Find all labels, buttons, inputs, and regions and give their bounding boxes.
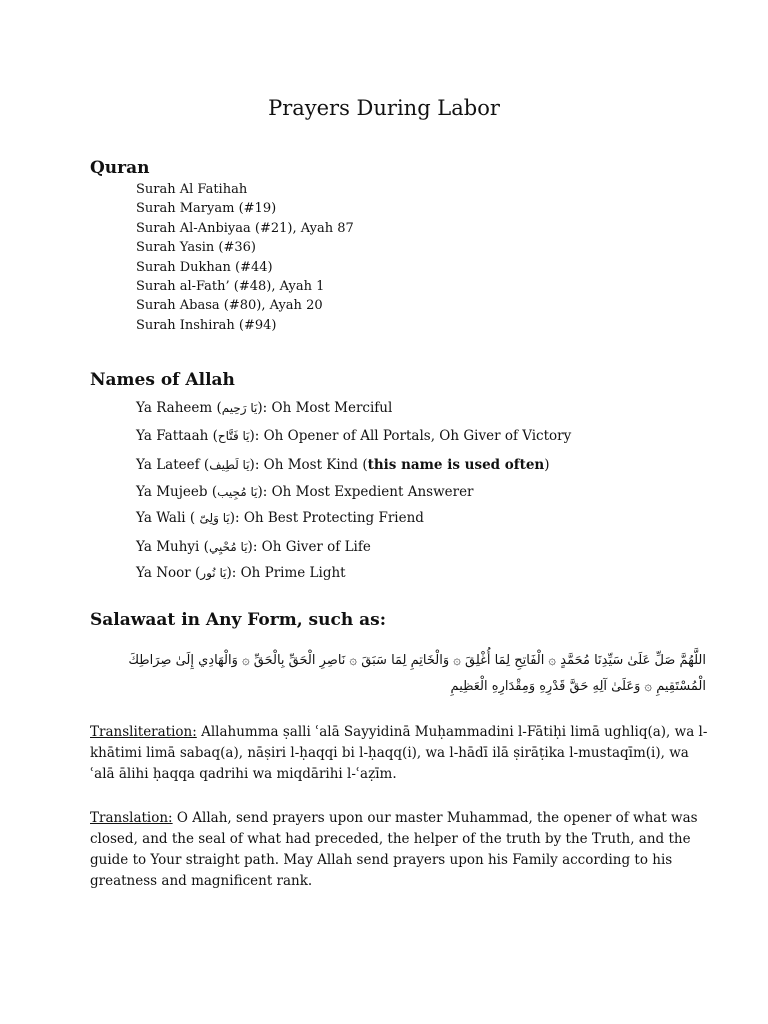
name-arabic: يَا وَلِىّ: [199, 511, 230, 525]
name-label: Ya Wali: [136, 510, 186, 526]
name-label: Ya Mujeeb: [136, 484, 208, 500]
name-note-close: ): [544, 457, 550, 473]
transliteration-label: Transliteration:: [90, 724, 197, 740]
name-meaning: Oh Most Kind (: [263, 457, 368, 473]
list-item: Ya Mujeeb (يَا مُجِيب): Oh Most Expedient Answerer: [136, 484, 474, 500]
name-label: Ya Raheem: [136, 400, 213, 416]
name-meaning: Oh Best Protecting Friend: [243, 510, 424, 526]
surah-list: [136, 180, 354, 335]
translation-label: Translation:: [90, 810, 173, 826]
quran-heading: Quran: [90, 158, 150, 178]
list-item: Ya Fattaah (يَا فَتَّاح): Oh Opener of All Portals, Oh Giver of Victory: [136, 428, 572, 444]
list-item: Surah Al-Anbiyaa (#21), Ayah 87: [136, 220, 354, 236]
list-item: Surah Inshirah (#94): [136, 317, 277, 333]
list-item: Surah Dukhan (#44): [136, 259, 273, 275]
transliteration-text: Allahumma ṣalli ʿalā Sayyidinā Muḥammadini l-Fātiḥi limā ughliq(a), wa l-khātimi limā sabaq(a), nāṣiri l-ḥaqqi bi l-ḥaqq(i), wa l-hādī ilā ṣirāṭika l-mustaqīm(i), wa ʿalā ālihi ḥaqqa qadrihi wa miqdārihi l-ʿaẓīm.: [90, 724, 708, 782]
name-meaning: Oh Giver of Life: [261, 539, 371, 555]
list-item: Ya Muhyi (يَا مُحْيِي): Oh Giver of Life: [136, 539, 371, 555]
translation-text: O Allah, send prayers upon our master Muhammad, the opener of what was closed, and the seal of what had preceded, the helper of the truth by the Truth, and the guide to Your straight path. May Allah send prayers upon his Family according to his greatness and magnificent rank.: [90, 810, 698, 889]
name-arabic: يَا مُحْيِي: [208, 540, 248, 554]
name-arabic: يَا رَحِيم: [221, 401, 258, 415]
list-item: Ya Noor (يَا نُور): Oh Prime Light: [136, 565, 346, 581]
translation-paragraph: [90, 808, 710, 892]
list-item: Ya Lateef (يَا لَطِيف): Oh Most Kind (this name is used often): [136, 457, 550, 473]
salawaat-arabic: اللَّهُمَّ صَلِّ عَلَىٰ سَيِّدِنَا مُحَمَّدٍ ۞ الْفَاتِحِ لِمَا أُغْلِقَ ۞ وَالْخَاتِمِ لِمَا سَبَقَ ۞ نَاصِرِ الْحَقِّ بِالْحَقِّ ۞ وَالْهَادِي إِلَىٰ صِرَاطِكَ الْمُسْتَقِيمِ ۞ وَعَلَىٰ آلِهِ حَقَّ قَدْرِهِ وَمِقْدَارِهِ الْعَظِيمِ: [128, 653, 706, 694]
name-meaning: Oh Most Expedient Answerer: [271, 484, 474, 500]
list-item: Ya Wali ( يَا وَلِىّ): Oh Best Protecting Friend: [136, 510, 424, 526]
list-item: Ya Raheem (يَا رَحِيم): Oh Most Merciful: [136, 400, 393, 416]
name-meaning: Oh Most Merciful: [271, 400, 393, 416]
name-label: Ya Fattaah: [136, 428, 209, 444]
list-item: Surah Maryam (#19): [136, 201, 277, 217]
name-label: Ya Muhyi: [136, 539, 200, 555]
name-arabic: يَا مُجِيب: [217, 485, 258, 499]
list-item: Surah Abasa (#80), Ayah 20: [136, 298, 323, 314]
name-label: Ya Noor: [136, 565, 191, 581]
name-label: Ya Lateef: [136, 457, 200, 473]
name-arabic: يَا نُور: [200, 566, 227, 580]
list-item: Surah Yasin (#36): [136, 240, 256, 256]
list-item: Surah al-Fath’ (#48), Ayah 1: [136, 279, 325, 295]
page-title: Prayers During Labor: [268, 96, 500, 120]
name-arabic: يَا لَطِيف: [209, 458, 250, 472]
salawaat-heading: Salawaat in Any Form, such as:: [90, 610, 386, 630]
names-heading: Names of Allah: [90, 370, 235, 390]
name-meaning: Oh Prime Light: [240, 565, 346, 581]
list-item: Surah Al Fatihah: [136, 182, 248, 197]
name-arabic: يَا فَتَّاح: [217, 429, 250, 443]
transliteration-paragraph: [90, 722, 710, 785]
name-meaning: Oh Opener of All Portals, Oh Giver of Victory: [263, 428, 572, 444]
name-note: this name is used often: [367, 457, 545, 473]
